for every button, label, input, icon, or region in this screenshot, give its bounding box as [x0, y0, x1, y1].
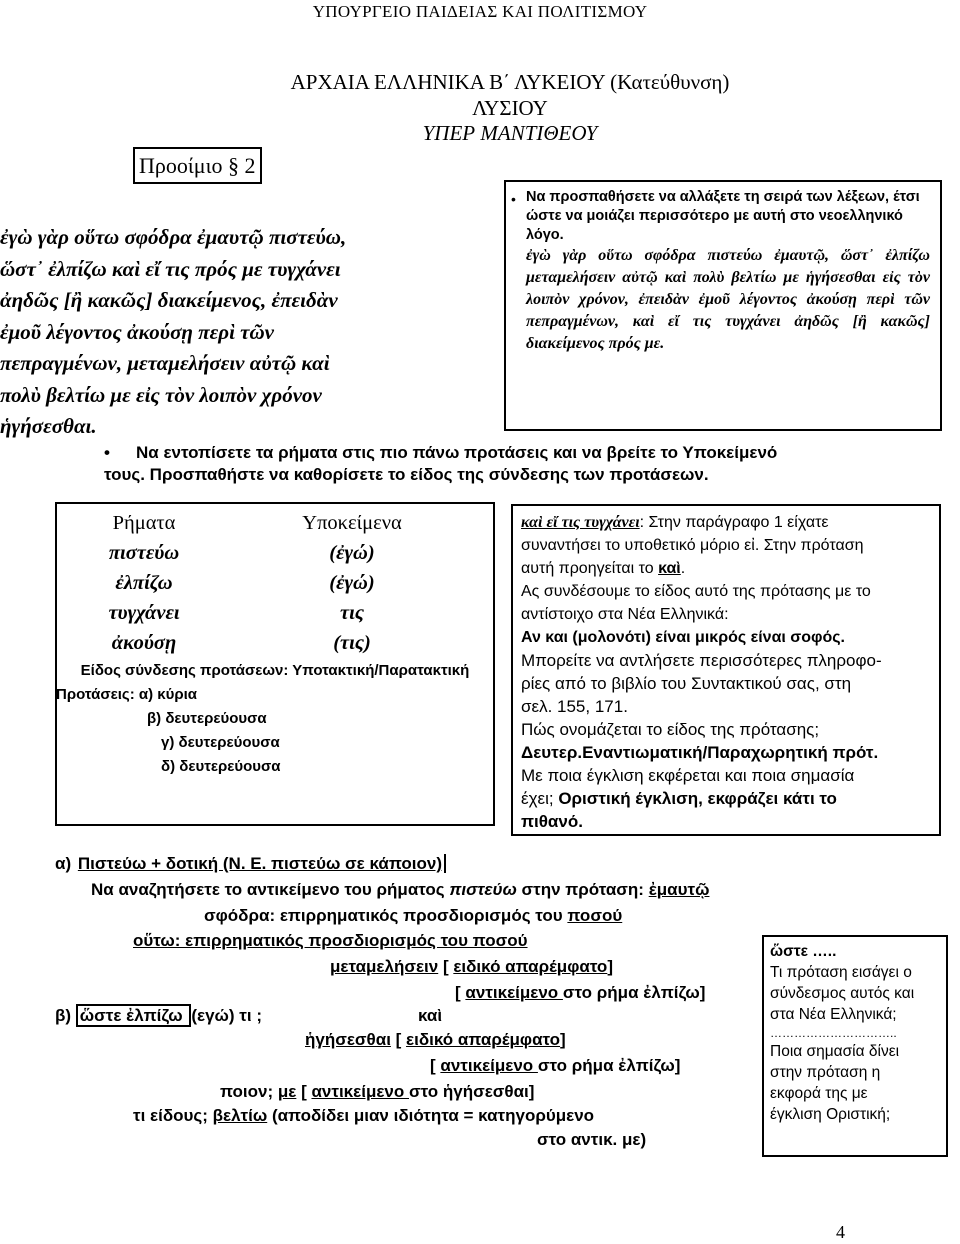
analysis-verb: πιστεύω	[449, 880, 517, 899]
concessive-line: Μπορείτε να αντλήσετε περισσότερες πληροφο-	[521, 651, 882, 670]
analysis-text: [	[438, 957, 454, 976]
analysis-term: ειδικό απαρέμφατο	[453, 957, 608, 976]
analysis-b	[55, 1006, 262, 1026]
concessive-text: : Στην παράγραφο 1 είχατε	[639, 514, 829, 531]
hoste-elpizo: ὥστε ἐλπίζω	[76, 1004, 192, 1027]
concessive-line: ρίες από το βιβλίο του Συντακτικού σας, στη	[521, 674, 852, 693]
mood-answer: Οριστική έγκλιση, εκφράζει κάτι το	[558, 789, 837, 808]
concessive-text: .	[680, 560, 686, 577]
page-number: 4	[836, 1222, 845, 1242]
analysis-text: [	[390, 1030, 407, 1049]
ancient-line: πολὺ βελτίω με εἰς τὸν λοιπὸν χρόνον	[0, 382, 322, 407]
hoste-line: σύνδεσμος αυτός και	[770, 985, 915, 1002]
analysis-term: αντικείμενο	[440, 1056, 538, 1075]
object1-line	[455, 983, 705, 1003]
ancient-line: πεπραγμένων, μεταμελήσειν αὐτῷ καὶ	[0, 351, 330, 375]
analysis-text: τι είδους;	[133, 1106, 213, 1125]
header-subjects: Υποκείμενα	[302, 511, 402, 534]
analysis-term: με	[277, 1082, 297, 1101]
ti-eidous-line	[133, 1106, 594, 1126]
analysis-text: Να αναζητήσετε το αντικείμενο του ρήματος	[91, 880, 450, 899]
author-title: ΛΥΣΙΟΥ	[472, 96, 548, 120]
analysis-a	[55, 854, 446, 874]
concessive-line: αντίστοιχο στα Νέα Ελληνικά:	[521, 606, 729, 623]
subject-cell: (τις)	[333, 631, 371, 654]
verbs-table	[57, 508, 493, 658]
table-row	[57, 568, 493, 598]
course-title: ΑΡΧΑΙΑ ΕΛΛΗΝΙΚΑ Β΄ ΛΥΚΕΙΟΥ (Κατεύθυνση)	[290, 70, 730, 94]
pisteuo-rule: Πιστεύω + δοτική (Ν. Ε. πιστεύω σε κάποιον)	[76, 854, 446, 873]
hoste-line: έγκλιση Οριστική;	[770, 1106, 891, 1123]
concessive-text: έχει;	[521, 789, 559, 808]
ancient-line: ὥστ᾽ ἐλπίζω καὶ εἴ τις πρός με τυγχάνει	[0, 256, 341, 281]
hoste-line: Ποια σημασία δίνει	[770, 1043, 900, 1060]
section-label: Προοίμιο § 2	[133, 147, 262, 184]
analysis-term: μεταμελήσειν	[330, 957, 439, 976]
hoste-line: Τι πρόταση εισάγει ο	[770, 964, 912, 981]
analysis-text: στο ἡγήσεσθαι]	[409, 1082, 535, 1101]
concessive-line	[521, 511, 931, 534]
concessive-line: Πώς ονομάζεται το είδος της πρότασης;	[521, 720, 820, 739]
analysis-text: σφόδρα: επιρρηματικός προσδιορισμός του	[204, 906, 568, 925]
verbs-question-line: τους. Προσπαθήστε να καθορίσετε το είδος της σύνδεσης των προτάσεων.	[104, 465, 709, 484]
ancient-line: ἀηδῶς [ἢ κακῶς] διακείμενος, ἐπειδὰν	[0, 288, 338, 312]
analysis-text: στο ρήμα ἐλπίζω]	[562, 983, 706, 1002]
analysis-text: [	[430, 1056, 441, 1075]
table-row	[57, 538, 493, 568]
clause-line: δ) δευτερεύουσα	[161, 758, 281, 775]
houto-line: οὕτω: επιρρηματικός προσδιορισμός του ποσού	[133, 931, 528, 950]
analysis-text: (εγώ) τι ;	[191, 1006, 262, 1025]
verb-cell: ἀκούσῃ	[111, 631, 177, 654]
ministry-header: ΥΠΟΥΡΓΕΙΟ ΠΑΙΔΕΙΑΣ ΚΑΙ ΠΟΛΙΤΙΣΜΟΥ	[312, 2, 648, 21]
verb-cell: ἐλπίζω	[115, 571, 173, 594]
hoste-line: στην πρόταση η	[770, 1064, 881, 1081]
analysis-term: ἡγήσεσθαι	[305, 1030, 391, 1049]
mood-answer: πιθανό.	[521, 812, 583, 831]
clause-line: Προτάσεις: α) κύρια	[56, 686, 198, 703]
analysis-label: β)	[55, 1006, 76, 1025]
analysis-text: ]	[607, 957, 613, 976]
connection-kind: Είδος σύνδεσης προτάσεων: Υποτακτική/Παρατακτική	[80, 662, 470, 679]
bullet-icon: •	[104, 443, 110, 462]
analysis-text: ]	[560, 1030, 566, 1049]
table-row	[57, 628, 493, 658]
hegesesthai-line	[305, 1030, 566, 1050]
subject-cell: (ἐγώ)	[329, 541, 375, 564]
concessive-text: αυτή προηγείται το	[521, 560, 659, 577]
ancient-line: ἐγὼ γὰρ οὕτω σφόδρα ἐμαυτῷ πιστεύω,	[0, 225, 347, 249]
analysis-label: α)	[55, 854, 76, 873]
analysis-text: (αποδίδει μιαν ιδιότητα = κατηγορύμενο	[267, 1106, 595, 1125]
speech-title: ΥΠΕΡ ΜΑΝΤΙΘΕΟΥ	[422, 121, 598, 145]
metamelesein-line	[330, 957, 613, 977]
analysis-term: αντικείμενο	[311, 1082, 409, 1101]
object-question	[91, 880, 709, 900]
ancient-line: ἐμοῦ λέγοντος ἀκούσῃ περὶ τῶν	[0, 319, 274, 344]
ti-eidous-line: στο αντικ. με)	[537, 1130, 647, 1149]
concessive-line: συναντήσει το υποθετικό μόριο εἰ. Στην πρόταση	[521, 537, 864, 554]
analysis-text: [	[296, 1082, 312, 1101]
clause-line: γ) δευτερεύουσα	[161, 734, 280, 751]
kai-word: καὶ	[658, 560, 681, 577]
ancient-line: ἡγήσεσθαι.	[0, 414, 97, 438]
subject-cell: τις	[340, 601, 364, 624]
verb-cell: πιστεύω	[108, 541, 180, 564]
concessive-line	[521, 557, 931, 580]
analysis-term: βελτίω	[212, 1106, 268, 1125]
concessive-box	[511, 504, 941, 836]
word-order-question: Να προσπαθήσετε να αλλάξετε τη σειρά των λέξεων, έτσι ώστε να μοιάζει περισσότερο με αυτή στο νεοελληνικό λόγο.	[526, 189, 920, 243]
clause-type-answer: Δευτερ.Εναντιωματική/Παραχωρητική πρότ.	[521, 743, 879, 762]
object2-line	[430, 1056, 680, 1076]
poion-line	[220, 1082, 534, 1102]
analysis-term: ποσού	[567, 906, 623, 925]
analysis-term: αντικείμενο	[465, 983, 563, 1002]
concessive-phrase: καὶ εἴ τις τυγχάνει	[521, 514, 640, 531]
table-header-row	[57, 508, 493, 538]
verb-cell: τυγχάνει	[108, 601, 180, 624]
concessive-line: σελ. 155, 171.	[521, 697, 628, 716]
analysis-text: ποιον;	[220, 1082, 278, 1101]
ancient-text	[0, 222, 495, 443]
hoste-box	[762, 935, 948, 1157]
example-sentence: Αν και (μολονότι) είναι μικρός είναι σοφός.	[521, 629, 845, 646]
hoste-line: εκφορά της με	[770, 1085, 868, 1102]
verbs-question-line: Να εντοπίσετε τα ρήματα στις πιο πάνω προτάσεις και να βρείτε το Υποκείμενό	[136, 443, 778, 462]
subject-cell: (ἐγώ)	[329, 571, 375, 594]
concessive-line: Ας συνδέσουμε το είδος αυτό της πρότασης με το	[521, 583, 871, 600]
analysis-term: ειδικό απαρέμφατο	[406, 1030, 561, 1049]
analysis-text: στο ρήμα ἐλπίζω]	[537, 1056, 681, 1075]
verbs-question	[104, 442, 864, 486]
sfodra-line	[204, 906, 622, 926]
verbs-table-box	[55, 502, 495, 826]
hoste-line: στα Νέα Ελληνικά;	[770, 1006, 897, 1023]
kai-word: καὶ	[418, 1006, 443, 1025]
hoste-dots: …………………………..	[770, 1026, 897, 1040]
clause-line: β) δευτερεύουσα	[147, 710, 267, 727]
analysis-text: [	[455, 983, 466, 1002]
object-answer: ἐμαυτῷ	[648, 880, 710, 899]
concessive-line: Με ποια έγκλιση εκφέρεται και ποια σημασία	[521, 766, 855, 785]
table-row	[57, 598, 493, 628]
hoste-title: ὥστε …..	[770, 943, 837, 960]
bullet-icon: •	[511, 191, 516, 207]
concessive-line	[521, 787, 931, 810]
word-order-answer: ἐγὼ γὰρ οὕτω σφόδρα πιστεύω ἐμαυτῷ, ὥστ᾽ ἐλπίζω μεταμελήσειν αὐτῷ καὶ πολὺ βελτίω με ἡγήσεσθαι εἰς τὸν λοιπὸν χρόνον, ἐπειδὰν ἐμοῦ λέγοντος ἀκούσῃ περὶ τῶν πεπραγμένων, καὶ εἴ τις τυγχάνει ἀηδῶς [ἢ κακῶς] διακείμενος πρός με.	[526, 247, 930, 352]
header-verbs: Ρήματα	[112, 511, 176, 534]
word-order-box	[504, 180, 942, 431]
analysis-text: στην πρόταση:	[516, 880, 649, 899]
